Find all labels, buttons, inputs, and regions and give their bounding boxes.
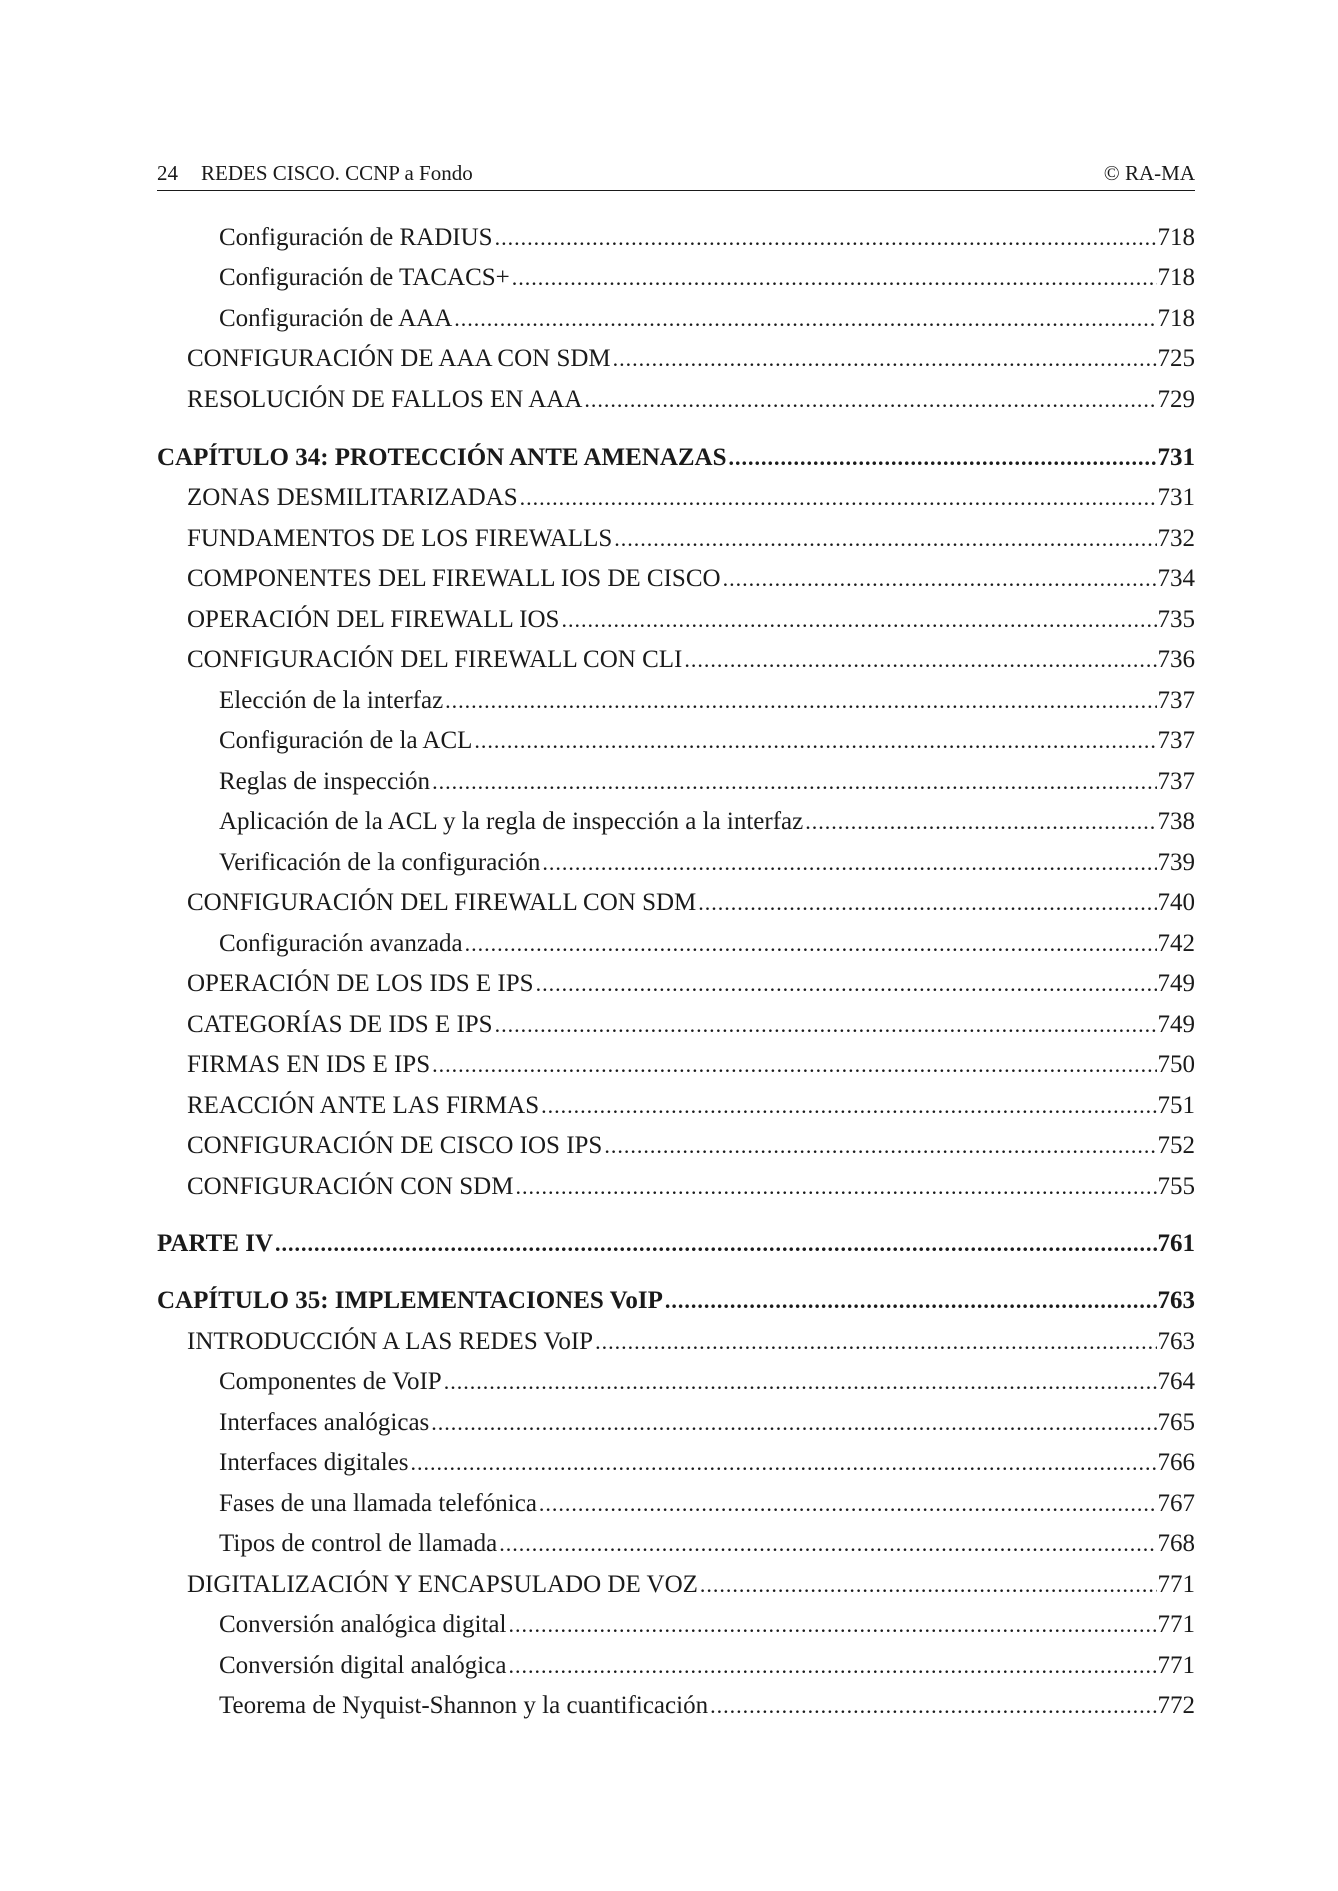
toc-entry-title: Teorema de Nyquist-Shannon y la cuantificación [219,1692,709,1719]
toc-entry-title: RESOLUCIÓN DE FALLOS EN AAA [187,386,583,413]
book-title: REDES CISCO. CCNP a Fondo [201,161,473,185]
toc-entry-title: PARTE IV [157,1230,274,1257]
dot-leader [805,804,1156,840]
toc-entry [157,301,1195,337]
toc-entry-title: ZONAS DESMILITARIZADAS [187,484,518,511]
toc-entry [157,723,1195,759]
toc-entry-page: 737 [1157,687,1195,714]
toc-entry [157,885,1195,921]
toc-entry-page: 736 [1157,646,1195,673]
toc-entry [157,845,1195,881]
toc-entry-title: OPERACIÓN DEL FIREWALL IOS [187,606,560,633]
toc-entry-page: 732 [1157,525,1195,552]
dot-leader [710,1688,1156,1724]
toc-entry-page: 767 [1157,1490,1195,1517]
toc-entry-page: 725 [1157,345,1195,372]
publisher: © RA-MA [1103,161,1195,185]
toc-entry [157,1169,1195,1205]
dot-leader [595,1324,1156,1360]
toc-entry-page: 749 [1157,970,1195,997]
toc-entry-title: FUNDAMENTOS DE LOS FIREWALLS [187,525,613,552]
toc-entry [157,1324,1195,1360]
toc-entry-title: Interfaces analógicas [219,1409,430,1436]
toc-entry-page: 764 [1157,1368,1195,1395]
toc-entry-title: Configuración de AAA [219,305,453,332]
toc-entry-page: 771 [1157,1571,1195,1598]
toc-entry [157,1648,1195,1684]
toc-entry-title: REACCIÓN ANTE LAS FIRMAS [187,1092,540,1119]
toc-entry-title: Configuración de RADIUS [219,224,493,251]
dot-leader [465,926,1157,962]
toc-entry-title: CONFIGURACIÓN DEL FIREWALL CON CLI [187,646,683,673]
toc-entry [157,220,1195,256]
toc-entry [157,926,1195,962]
toc-entry-page: 749 [1157,1011,1195,1038]
toc-entry [157,1405,1195,1441]
toc-entry [157,260,1195,296]
toc-entry [157,804,1195,840]
toc-entry [157,1088,1195,1124]
toc-entry [157,602,1195,638]
toc-entry-page: 763 [1157,1328,1195,1355]
page-number: 24 [157,161,178,185]
dot-leader [275,1226,1156,1262]
toc-entry [157,561,1195,597]
dot-leader [495,1007,1157,1043]
toc-entry [157,764,1195,800]
toc-entry-title: CONFIGURACIÓN DE CISCO IOS IPS [187,1132,603,1159]
toc-entry-page: 742 [1157,930,1195,957]
dot-leader [508,1648,1156,1684]
dot-leader [536,966,1157,1002]
toc-entry-title: Tipos de control de llamada [219,1530,498,1557]
dot-leader [495,220,1157,256]
dot-leader [445,683,1156,719]
running-header [157,160,1195,191]
toc-entry-page: 737 [1157,768,1195,795]
toc-entry-page: 739 [1157,849,1195,876]
dot-leader [499,1526,1156,1562]
toc-entry-page: 752 [1157,1132,1195,1159]
toc-entry [157,1007,1195,1043]
toc-entry-title: CAPÍTULO 35: IMPLEMENTACIONES VoIP [157,1287,663,1314]
dot-leader [454,301,1156,337]
toc-entry [157,1364,1195,1400]
dot-leader [700,1567,1157,1603]
toc-entry-page: 751 [1157,1092,1195,1119]
toc-entry-title: DIGITALIZACIÓN Y ENCAPSULADO DE VOZ [187,1571,698,1598]
dot-leader [729,440,1157,476]
toc-entry [157,1607,1195,1643]
toc-entry-title: Configuración de TACACS+ [219,264,510,291]
toc-entry-page: 755 [1157,1173,1195,1200]
toc-entry-page: 738 [1157,808,1195,835]
toc-entry [157,1128,1195,1164]
toc-entry-title: Reglas de inspección [219,768,431,795]
toc-entry-page: 771 [1157,1652,1195,1679]
toc-entry-page: 731 [1157,444,1195,471]
toc-entry-title: Verificación de la configuración [219,849,541,876]
toc-entry-title: Conversión digital analógica [219,1652,507,1679]
dot-leader [508,1607,1156,1643]
toc-entry-page: 750 [1157,1051,1195,1078]
dot-leader [432,1047,1156,1083]
dot-leader [584,382,1156,418]
toc-entry-page: 718 [1157,305,1195,332]
toc-chapter [157,440,1195,476]
toc-entry-title: Elección de la interfaz [219,687,444,714]
dot-leader [613,341,1157,377]
toc-entry-title: OPERACIÓN DE LOS IDS E IPS [187,970,534,997]
toc-entry-title: Configuración de la ACL [219,727,473,754]
dot-leader [474,723,1156,759]
dot-leader [684,642,1156,678]
toc-entry-page: 771 [1157,1611,1195,1638]
dot-leader [431,1405,1156,1441]
dot-leader [432,764,1156,800]
dot-leader [542,845,1156,881]
dot-leader [665,1283,1157,1319]
dot-leader [515,1169,1156,1205]
toc-entry-title: FIRMAS EN IDS E IPS [187,1051,431,1078]
toc-entry [157,382,1195,418]
toc-entry-page: 729 [1157,386,1195,413]
toc-entry-title: Aplicación de la ACL y la regla de inspección a la interfaz [219,808,804,835]
dot-leader [539,1486,1157,1522]
toc-entry [157,1047,1195,1083]
toc-entry-title: Fases de una llamada telefónica [219,1490,537,1517]
toc-entry [157,1486,1195,1522]
toc-entry-page: 731 [1157,484,1195,511]
toc-part [157,1226,1195,1262]
toc-entry [157,683,1195,719]
toc-entry-title: Configuración avanzada [219,930,463,957]
toc-entry-page: 734 [1157,565,1195,592]
dot-leader [444,1364,1157,1400]
toc-entry [157,521,1195,557]
toc-entry-page: 735 [1157,606,1195,633]
toc-entry [157,341,1195,377]
toc-entry-title: CATEGORÍAS DE IDS E IPS [187,1011,493,1038]
toc-entry-page: 763 [1157,1287,1195,1314]
toc-entry-title: Conversión analógica digital [219,1611,507,1638]
toc-entry-title: CONFIGURACIÓN DE AAA CON SDM [187,345,611,372]
toc-entry-title: CONFIGURACIÓN DEL FIREWALL CON SDM [187,889,697,916]
toc-entry-page: 765 [1157,1409,1195,1436]
toc-entry [157,1445,1195,1481]
toc-entry-title: CAPÍTULO 34: PROTECCIÓN ANTE AMENAZAS [157,444,727,471]
toc-entry [157,642,1195,678]
toc-entry-page: 772 [1157,1692,1195,1719]
toc-chapter [157,1283,1195,1319]
toc-entry-page: 718 [1157,224,1195,251]
toc-entry-title: Componentes de VoIP [219,1368,442,1395]
toc-entry [157,480,1195,516]
toc-entry-page: 766 [1157,1449,1195,1476]
toc-entry-page: 740 [1157,889,1195,916]
dot-leader [723,561,1157,597]
toc-entry-page: 718 [1157,264,1195,291]
toc-entry-title: INTRODUCCIÓN A LAS REDES VoIP [187,1328,594,1355]
toc-entry-page: 768 [1157,1530,1195,1557]
toc-entry [157,966,1195,1002]
dot-leader [512,260,1157,296]
toc-entry-title: COMPONENTES DEL FIREWALL IOS DE CISCO [187,565,721,592]
dot-leader [520,480,1157,516]
dot-leader [411,1445,1157,1481]
toc-entry-title: CONFIGURACIÓN CON SDM [187,1173,514,1200]
toc-entry [157,1567,1195,1603]
toc-entry-page: 761 [1157,1230,1195,1257]
dot-leader [604,1128,1156,1164]
toc-entry-title: Interfaces digitales [219,1449,409,1476]
toc-entry [157,1526,1195,1562]
dot-leader [698,885,1156,921]
toc-entry-page: 737 [1157,727,1195,754]
dot-leader [561,602,1156,638]
toc-entry [157,1688,1195,1724]
dot-leader [541,1088,1156,1124]
dot-leader [614,521,1156,557]
